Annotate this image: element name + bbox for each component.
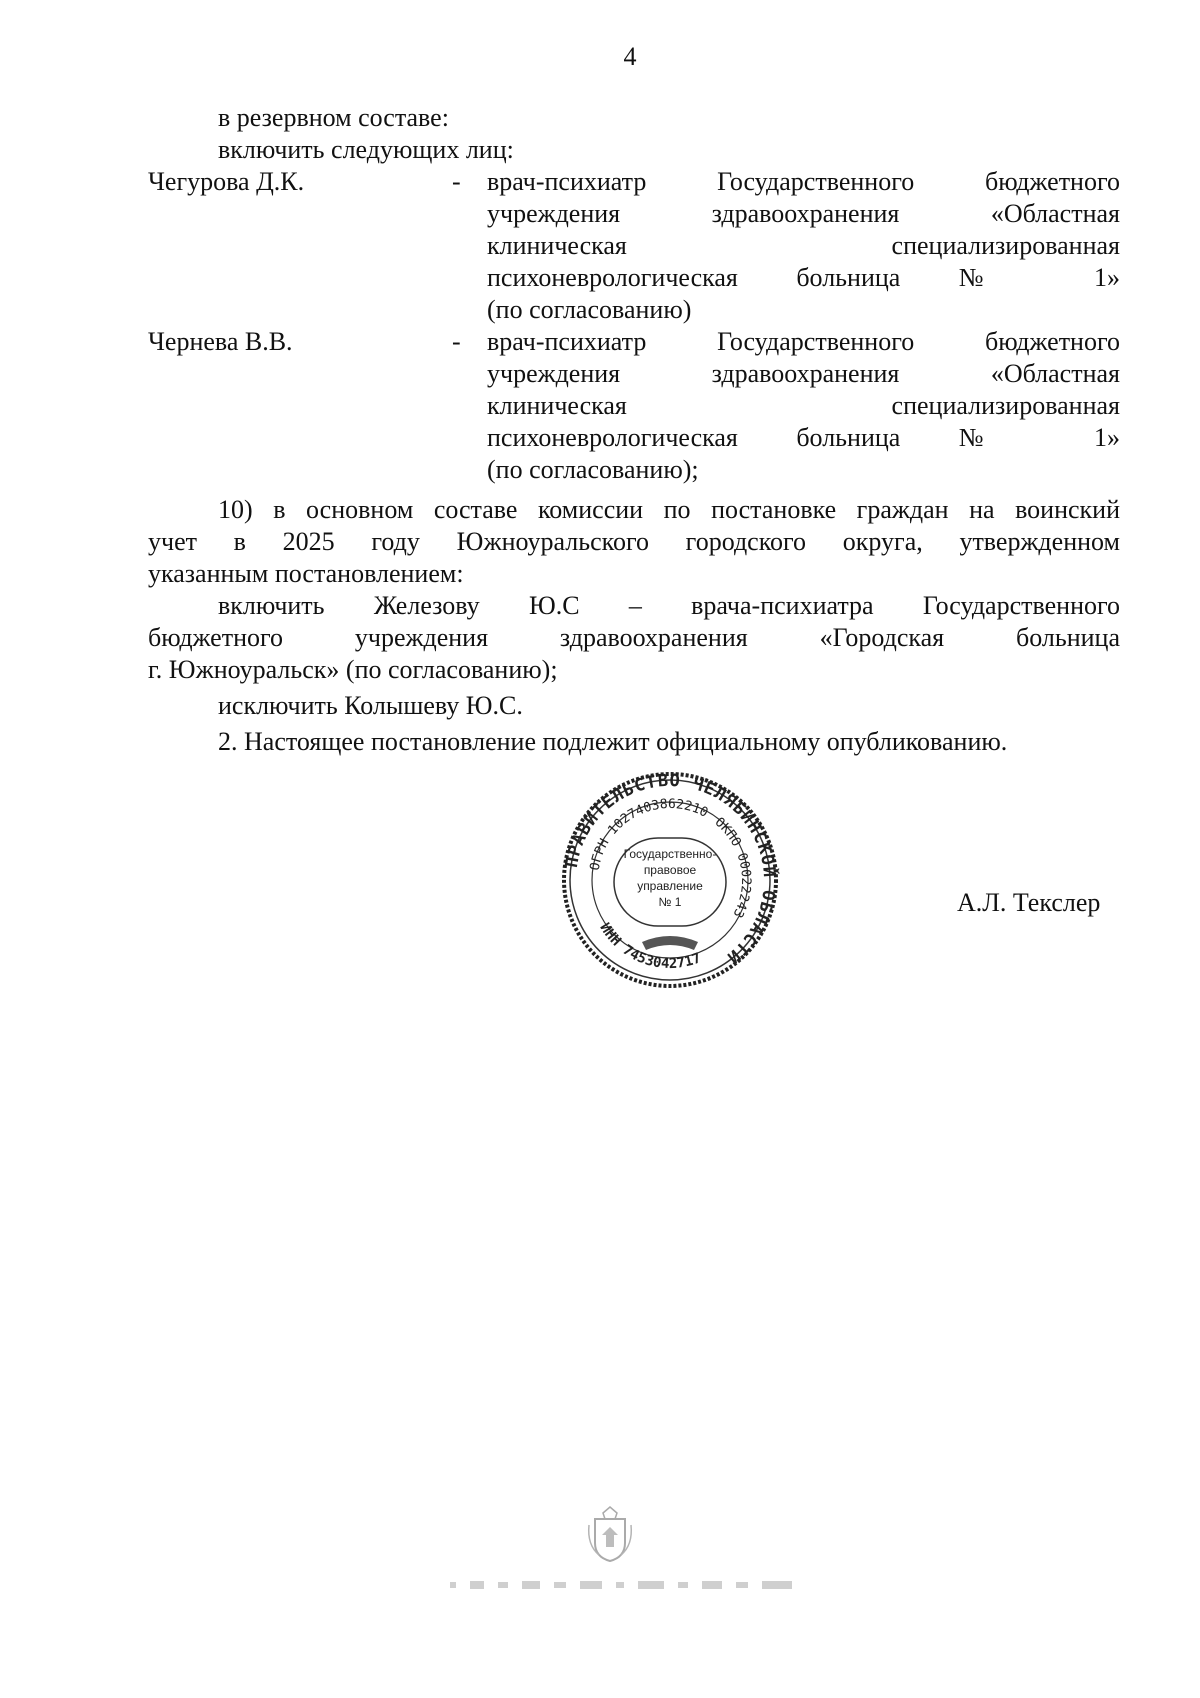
person-description-line: врач-психиатр Государственного бюджетного (487, 167, 1120, 196)
include-line: включить Железову Ю.С – врача-психиатра Государственного (218, 591, 1120, 620)
stamp-center-line: № 1 (658, 895, 682, 909)
stamp-okpo-text: ОКПО 00022243 (711, 814, 754, 920)
stamp-registration-text: ОГРН 1027403862210 (587, 796, 711, 872)
intro-line-reserve: в резервном составе: (218, 103, 449, 132)
signer-name: А.Л. Текслер (957, 888, 1101, 917)
person-description-line: (по согласованию); (487, 455, 699, 484)
person-dash: - (452, 327, 461, 356)
person-description-line: учреждения здравоохранения «Областная (487, 199, 1120, 228)
person-description-line: психоневрологическая больница № 1» (487, 263, 1120, 292)
person-description-line: психоневрологическая больница № 1» (487, 423, 1120, 452)
include-line: бюджетного учреждения здравоохранения «Городская больница (148, 623, 1120, 652)
item10-line: учет в 2025 году Южноуральского городского округа, утвержденном (148, 527, 1120, 556)
item2-line: 2. Настоящее постановление подлежит официальному опубликованию. (218, 727, 1008, 756)
intro-line-include: включить следующих лиц: (218, 135, 514, 164)
person-description-line: (по согласованию) (487, 295, 692, 324)
stamp-outer-text: ПРАВИТЕЛЬСТВО ЧЕЛЯБИНСКОЙ ОБЛАСТИ (561, 770, 780, 968)
stamp-center-line: Государственно- (623, 847, 717, 861)
person-name: Чернева В.В. (148, 327, 293, 356)
person-name: Чегурова Д.К. (148, 167, 305, 196)
person-description-line: врач-психиатр Государственного бюджетного (487, 327, 1120, 356)
stamp-emblem-mark (642, 936, 698, 950)
item10-line: 10) в основном составе комиссии по постановке граждан на воинский (218, 495, 1120, 524)
item10-line: указанным постановлением: (148, 559, 464, 588)
coat-of-arms-icon (585, 1505, 635, 1565)
include-line: г. Южноуральск» (по согласованию); (148, 655, 558, 684)
page-number: 4 (623, 42, 637, 71)
stamp-inn-text: ИНН 7453042717 (596, 920, 704, 973)
exclude-line: исключить Колышеву Ю.С. (218, 691, 523, 720)
person-description-line: клиническая специализированная (487, 231, 1120, 260)
faded-footer-mark (450, 1578, 810, 1592)
stamp-center-line: управление (637, 879, 703, 893)
official-seal-stamp (560, 770, 780, 990)
person-description-line: клиническая специализированная (487, 391, 1120, 420)
person-dash: - (452, 167, 461, 196)
person-description-line: учреждения здравоохранения «Областная (487, 359, 1120, 388)
stamp-center-line: правовое (643, 863, 697, 877)
